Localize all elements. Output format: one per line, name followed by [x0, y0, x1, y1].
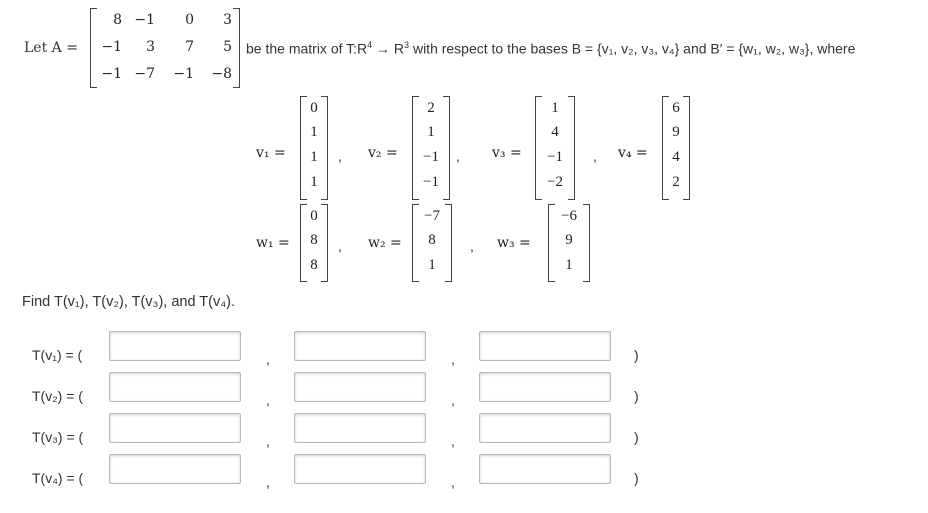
vector-cell: 8	[310, 232, 318, 248]
tv3-input-1[interactable]	[109, 413, 241, 443]
vector-cell: 1	[310, 174, 318, 190]
matrix-a-cell: −1	[173, 66, 194, 82]
tv2-input-2[interactable]	[294, 372, 426, 402]
answer-label-tv1: T(v₁) = (	[32, 347, 83, 363]
separator: ,	[451, 474, 455, 490]
separator: ,	[470, 238, 474, 254]
separator: ,	[338, 238, 342, 254]
vector-cell: 2	[427, 100, 435, 116]
matrix-a-cell: 5	[223, 39, 232, 55]
separator: ,	[456, 148, 460, 164]
matrix-a	[90, 8, 240, 88]
matrix-a-cell: 0	[185, 12, 194, 28]
close-paren: )	[634, 388, 639, 404]
vector-cell: 0	[310, 100, 318, 116]
vector-cell: 6	[672, 100, 680, 116]
vector-cell: 8	[428, 232, 436, 248]
let-a-label: Let A =	[24, 40, 78, 56]
vector-w2	[412, 204, 452, 282]
tv4-input-3[interactable]	[479, 454, 611, 484]
vector-cell: −2	[547, 174, 563, 190]
separator: ,	[451, 351, 455, 367]
vector-cell: −7	[424, 208, 440, 224]
matrix-a-cell: 8	[113, 12, 122, 28]
vector-cell: 1	[551, 100, 559, 116]
vector-v1	[300, 96, 328, 200]
w1-label: w₁ =	[256, 235, 290, 251]
matrix-a-cell: −8	[211, 66, 232, 82]
vector-w3	[548, 204, 590, 282]
vector-cell: 1	[565, 257, 573, 273]
separator: ,	[593, 148, 597, 164]
tv1-input-1[interactable]	[109, 331, 241, 361]
matrix-a-cell: −1	[101, 39, 122, 55]
matrix-a-cell: 7	[185, 39, 194, 55]
vector-cell: 9	[672, 124, 680, 140]
w3-label: w₃ =	[497, 235, 531, 251]
vector-cell: 1	[310, 124, 318, 140]
question-text: Find T(v₁), T(v₂), T(v₃), and T(v₄).	[22, 294, 236, 310]
v1-label: v₁ =	[256, 145, 286, 161]
vector-cell: 2	[672, 174, 680, 190]
vector-cell: 1	[428, 257, 436, 273]
separator: ,	[266, 433, 270, 449]
tv3-input-2[interactable]	[294, 413, 426, 443]
separator: ,	[266, 392, 270, 408]
matrix-a-cell: −7	[134, 66, 155, 82]
answer-label-tv4: T(v₄) = (	[32, 470, 84, 486]
matrix-a-cell: −1	[101, 66, 122, 82]
v3-label: v₃ =	[492, 145, 522, 161]
separator: ,	[451, 433, 455, 449]
vector-v3	[535, 96, 575, 200]
answer-label-tv3: T(v₃) = (	[32, 429, 84, 445]
w2-label: w₂ =	[368, 235, 402, 251]
vector-v2	[412, 96, 450, 200]
tv1-input-3[interactable]	[479, 331, 611, 361]
vector-cell: 1	[427, 124, 435, 140]
vector-w1	[300, 204, 328, 282]
vector-cell: −1	[423, 174, 439, 190]
vector-cell: −1	[547, 149, 563, 165]
matrix-a-cell: 3	[223, 12, 232, 28]
tv4-input-2[interactable]	[294, 454, 426, 484]
vector-cell: 4	[672, 149, 680, 165]
vector-cell: 4	[551, 124, 559, 140]
tv3-input-3[interactable]	[479, 413, 611, 443]
separator: ,	[338, 148, 342, 164]
tv1-input-2[interactable]	[294, 331, 426, 361]
separator: ,	[266, 351, 270, 367]
close-paren: )	[634, 470, 639, 486]
v4-label: v₄ =	[618, 145, 648, 161]
v2-label: v₂ =	[368, 145, 398, 161]
separator: ,	[451, 392, 455, 408]
tv2-input-3[interactable]	[479, 372, 611, 402]
separator: ,	[266, 474, 270, 490]
answer-label-tv2: T(v₂) = (	[32, 388, 83, 404]
vector-cell: 1	[310, 149, 318, 165]
vector-cell: 0	[310, 208, 318, 224]
vector-cell: 8	[310, 257, 318, 273]
intro-sentence: be the matrix of $T:R^4 \to R^3$ with respect to the bases B = {v₁, v₂, v₃, v₄} and B′ = {w₁, w₂, w₃}, where	[246, 40, 856, 57]
tv4-input-1[interactable]	[109, 454, 241, 484]
vector-cell: −6	[561, 208, 577, 224]
tv2-input-1[interactable]	[109, 372, 241, 402]
vector-cell: 9	[565, 232, 573, 248]
matrix-a-cell: −1	[134, 12, 155, 28]
matrix-a-cell: 3	[146, 39, 155, 55]
vector-v4	[662, 96, 690, 200]
close-paren: )	[634, 429, 639, 445]
close-paren: )	[634, 347, 639, 363]
vector-cell: −1	[423, 149, 439, 165]
